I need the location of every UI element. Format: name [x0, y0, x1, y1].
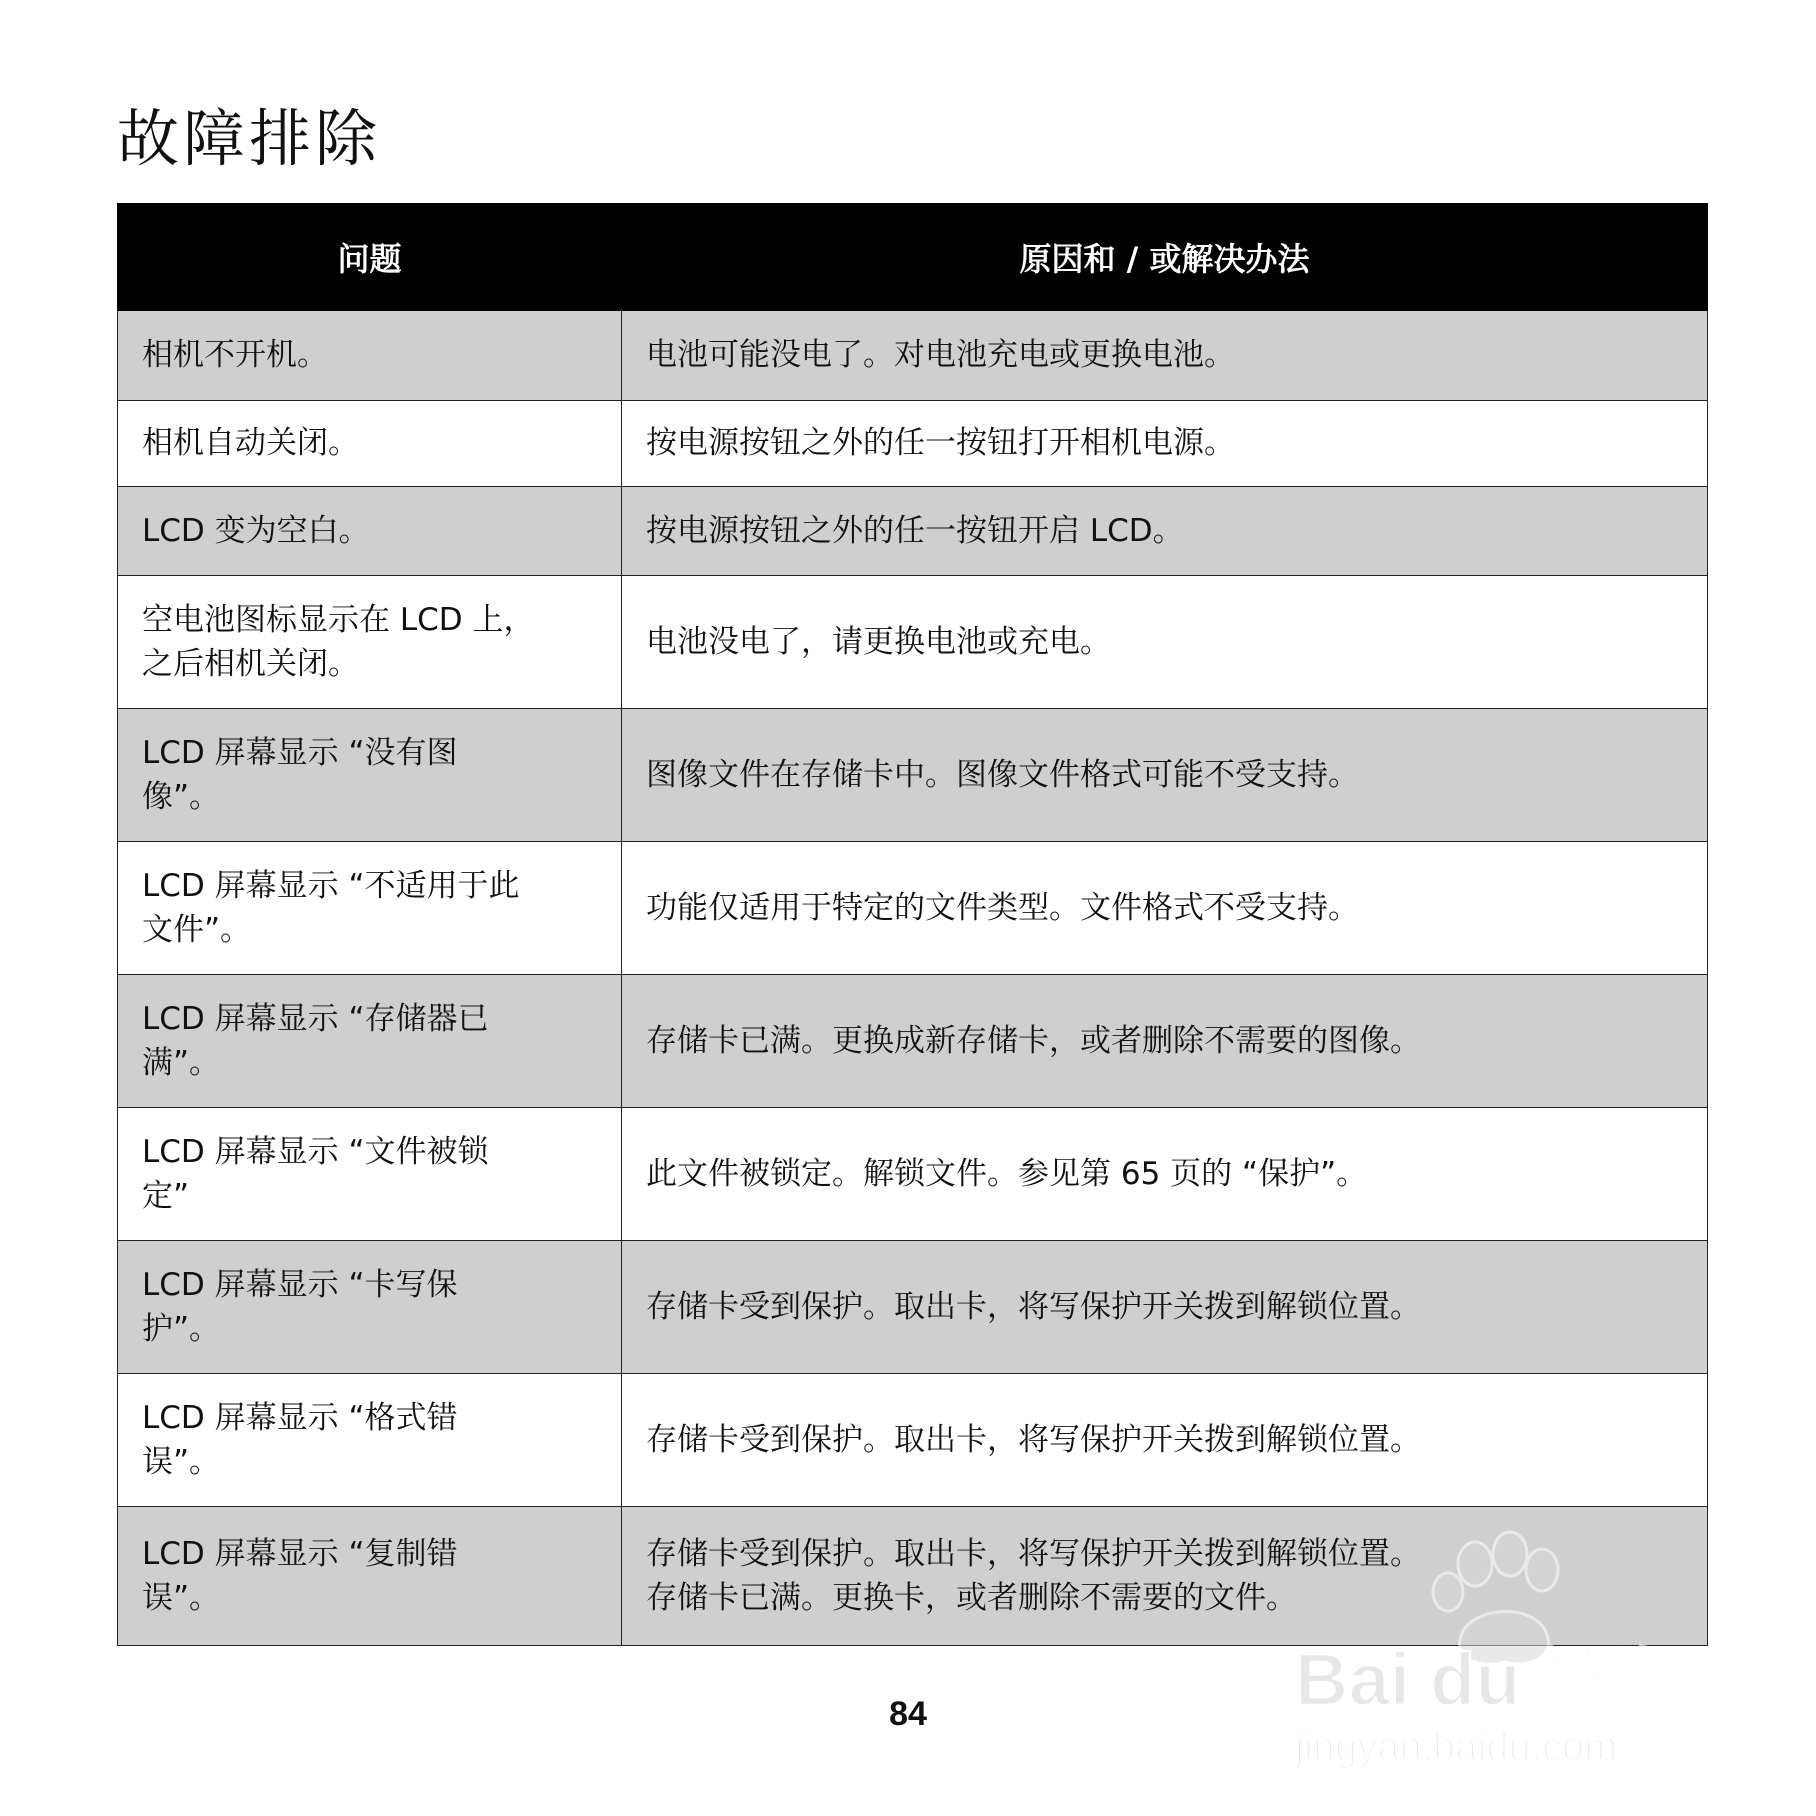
page-title: 故障排除 — [117, 102, 382, 175]
solution-text: 存储卡受到保护。取出卡，将写保护开关拨到解锁位置。 — [646, 1535, 1421, 1572]
header-solution: 原因和 / 或解决办法 — [622, 204, 1708, 311]
problem-text: 满”。 — [142, 1045, 221, 1081]
problem-text: 文件”。 — [142, 912, 252, 948]
problem-text: 相机自动关闭。 — [142, 425, 359, 462]
solution-text: 电池可能没电了。对电池充电或更换电池。 — [646, 337, 1235, 374]
watermark-brand: Bai — [1295, 1638, 1411, 1721]
table-row — [118, 975, 1708, 1108]
solution-text: 存储卡受到保护。取出卡，将写保护开关拨到解锁位置。 — [646, 1421, 1421, 1458]
solution-cell — [622, 1374, 1708, 1507]
problem-text: LCD 屏幕显示 “存储器已 — [142, 1000, 489, 1037]
solution-text: 功能仅适用于特定的文件类型。文件格式不受支持。 — [646, 889, 1359, 926]
solution-cell — [622, 709, 1708, 842]
solution-text: 按电源按钮之外的任一按钮开启 LCD。 — [646, 512, 1184, 549]
table-row — [118, 401, 1708, 487]
problem-text: 相机不开机。 — [142, 337, 328, 374]
solution-text: 存储卡受到保护。取出卡，将写保护开关拨到解锁位置。 — [646, 1288, 1421, 1325]
table-row — [118, 576, 1708, 709]
problem-text: 像”。 — [142, 779, 221, 815]
solution-text: 存储卡已满。更换卡，或者删除不需要的文件。 — [646, 1580, 1297, 1616]
solution-cell — [622, 487, 1708, 576]
problem-cell — [118, 709, 622, 842]
solution-cell — [622, 311, 1708, 401]
page-number: 84 — [889, 1695, 927, 1733]
solution-text: 此文件被锁定。解锁文件。参见第 65 页的 “保护”。 — [646, 1155, 1368, 1192]
problem-cell — [118, 487, 622, 576]
troubleshooting-table — [117, 203, 1708, 1646]
problem-text: LCD 屏幕显示 “格式错 — [142, 1399, 458, 1436]
problem-cell — [118, 1507, 622, 1646]
table-row — [118, 842, 1708, 975]
solution-cell — [622, 975, 1708, 1108]
baidu-watermark-logo — [1290, 1520, 1720, 1770]
watermark-brand-cn: 经验 — [1535, 1641, 1667, 1718]
watermark-brand-suffix: du — [1430, 1638, 1521, 1721]
problem-text: 护”。 — [142, 1311, 221, 1347]
solution-text: 图像文件在存储卡中。图像文件格式可能不受支持。 — [646, 756, 1359, 793]
problem-text: 之后相机关闭。 — [142, 646, 359, 682]
table-row — [118, 709, 1708, 842]
table-row — [118, 311, 1708, 401]
table-row — [118, 1241, 1708, 1374]
problem-cell — [118, 576, 622, 709]
paw-toe-icon — [1493, 1532, 1527, 1576]
solution-text: 按电源按钮之外的任一按钮打开相机电源。 — [646, 425, 1235, 462]
problem-cell — [118, 842, 622, 975]
problem-text: LCD 屏幕显示 “没有图 — [142, 734, 458, 771]
problem-text: 误”。 — [142, 1580, 221, 1616]
problem-text: 定” — [142, 1178, 190, 1214]
solution-text: 存储卡已满。更换成新存储卡，或者删除不需要的图像。 — [646, 1022, 1421, 1059]
problem-text: LCD 屏幕显示 “卡写保 — [142, 1266, 458, 1303]
problem-text: LCD 屏幕显示 “复制错 — [142, 1535, 458, 1572]
problem-cell — [118, 311, 622, 401]
table-row — [118, 1374, 1708, 1507]
header-problem: 问题 — [118, 204, 622, 311]
problem-text: 误”。 — [142, 1444, 221, 1480]
problem-text: LCD 屏幕显示 “文件被锁 — [142, 1133, 489, 1170]
solution-cell — [622, 1241, 1708, 1374]
solution-cell — [622, 1108, 1708, 1241]
problem-text: LCD 变为空白。 — [142, 512, 370, 549]
paw-toe-icon — [1433, 1573, 1463, 1611]
problem-text: 空电池图标显示在 LCD 上， — [142, 601, 535, 638]
problem-text: LCD 屏幕显示 “不适用于此 — [142, 867, 520, 904]
paw-toe-icon — [1526, 1549, 1558, 1591]
watermark-url: jingyan.baidu.com — [1295, 1725, 1618, 1769]
problem-cell — [118, 975, 622, 1108]
problem-cell — [118, 401, 622, 487]
table-header-row — [118, 204, 1708, 311]
paw-toe-icon — [1458, 1542, 1492, 1586]
solution-text: 电池没电了，请更换电池或充电。 — [646, 623, 1111, 660]
problem-cell — [118, 1108, 622, 1241]
solution-cell — [622, 576, 1708, 709]
table-row — [118, 1108, 1708, 1241]
problem-cell — [118, 1374, 622, 1507]
solution-cell — [622, 401, 1708, 487]
table-row — [118, 487, 1708, 576]
solution-cell — [622, 842, 1708, 975]
problem-cell — [118, 1241, 622, 1374]
